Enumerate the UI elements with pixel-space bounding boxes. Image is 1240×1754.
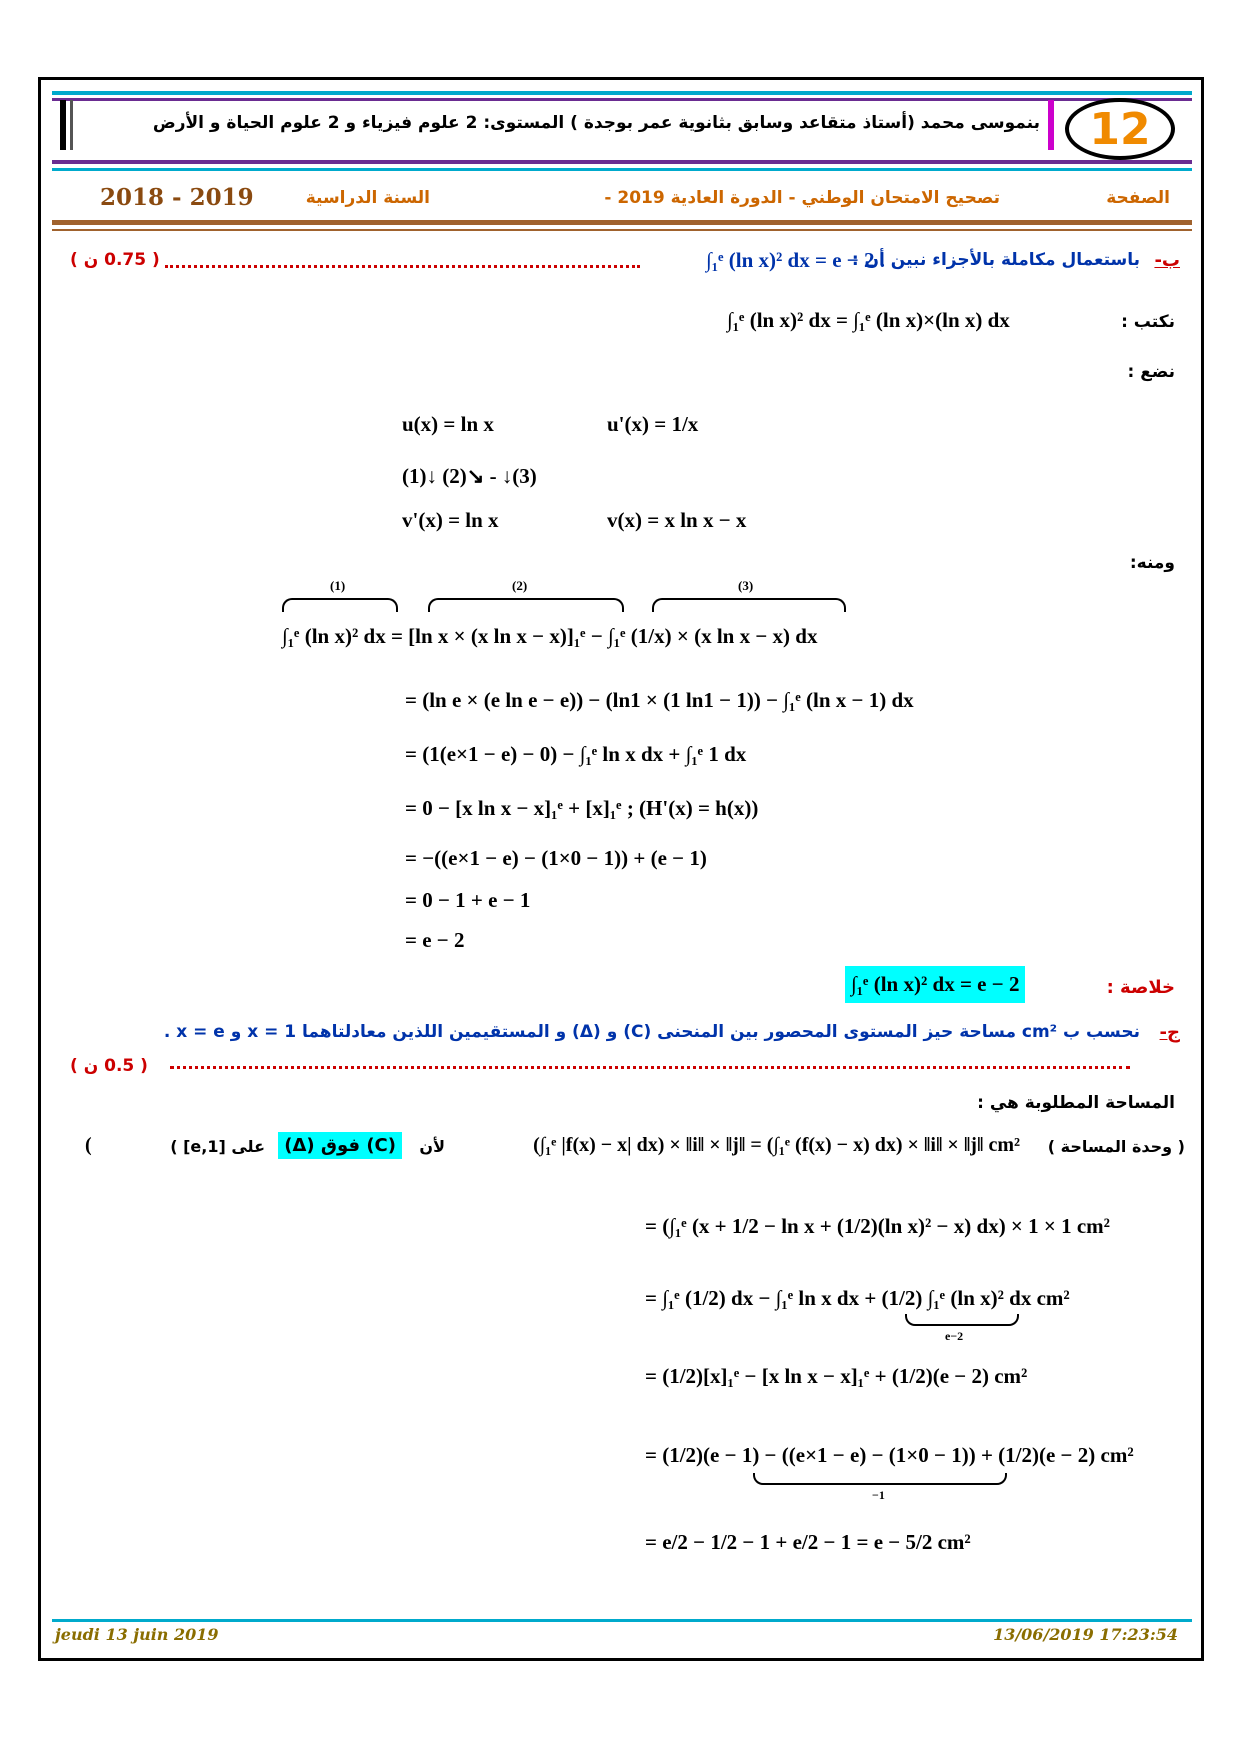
v-prime-definition: v'(x) = ln x	[402, 508, 499, 532]
part-b-step-4: = 0 − [x ln x − x]₁ᵉ + [x]₁ᵉ ; (H'(x) = h(x))	[405, 796, 759, 820]
underbrace-m1-label: −1	[872, 1488, 885, 1502]
conclusion-box: ∫₁ᵉ (ln x)² dx = e − 2	[845, 966, 1025, 1003]
overbrace-2	[428, 598, 624, 612]
header-side-bar	[1048, 100, 1054, 150]
header-side-bar-left	[60, 100, 66, 150]
area-unit-note: ( وحدة المساحة )	[1047, 1137, 1185, 1156]
underbrace-m1	[753, 1473, 1007, 1485]
part-c-question-row	[60, 1022, 1180, 1054]
nakteb-label: نكتب :	[1121, 312, 1175, 332]
part-b-question-formula: ∫₁ᵉ (ln x)² dx = e − 2 .	[706, 248, 885, 272]
header-bottom-rule	[52, 220, 1192, 225]
underbrace-e2	[905, 1314, 1019, 1326]
header-top-rule	[52, 91, 1192, 95]
part-b-step-3: = (1(e×1 − e) − 0) − ∫₁ᵉ ln x dx + ∫₁ᵉ 1 dx	[405, 742, 747, 766]
part-c-step-3: = (1/2)[x]₁ᵉ − [x ln x − x]₁ᵉ + (1/2)(e − 2) cm²	[645, 1364, 1028, 1388]
ibp-arrows: (1)↓ (2)↘ - ↓(3)	[402, 464, 537, 488]
part-b-step-2: = (ln e × (e ln e − e)) − (ln1 × (1 ln1 − 1)) − ∫₁ᵉ (ln x − 1) dx	[405, 688, 914, 712]
overbrace-label-2: (2)	[512, 578, 528, 593]
part-c-marker: ج-	[1159, 1022, 1180, 1043]
nakteb-formula: ∫₁ᵉ (ln x)² dx = ∫₁ᵉ (ln x)×(ln x) dx	[727, 308, 1010, 332]
part-b-question: باستعمال مكاملة بالأجزاء نبين أن :	[851, 250, 1140, 270]
part-c-step-4: = (1/2)(e − 1) − ((e×1 − e) − (1×0 − 1)) + (1/2)(e − 2) cm²	[645, 1443, 1134, 1467]
area-reason: لأن	[419, 1137, 445, 1156]
underbrace-e2-label: e−2	[945, 1329, 964, 1343]
part-c-question: نحسب ب cm² مساحة حيز المستوى المحصور بين المنحنى (C) و (Δ) و المستقيمين اللذين معادلتاهما x = 1 و x = e .	[163, 1022, 1140, 1042]
overbrace-3	[652, 598, 846, 612]
page-number: 12	[1089, 103, 1151, 155]
overbrace-label-1: (1)	[330, 578, 346, 593]
school-year-label: السنة الدراسية	[305, 188, 430, 208]
u-prime-definition: u'(x) = 1/x	[607, 412, 699, 436]
area-highlight: (C) فوق (Δ)	[278, 1132, 402, 1159]
wa-minhu-label: ومنه:	[1129, 553, 1175, 573]
header-mid-rule-2	[52, 168, 1192, 171]
footer-date-right: 13/06/2019 17:23:54	[993, 1625, 1178, 1644]
page-number-badge	[1065, 98, 1175, 160]
header-top-rule-2	[52, 98, 1192, 101]
header-mid-rule	[52, 160, 1192, 164]
area-line-1	[85, 1134, 1185, 1168]
dotted-leader	[165, 265, 640, 268]
footer-rule	[52, 1619, 1192, 1622]
part-b-points: ( 0.75 ن )	[70, 250, 160, 270]
header-bottom-rule-2	[52, 229, 1192, 231]
conclusion-label: خلاصة :	[1106, 977, 1175, 998]
school-year: 2018 - 2019	[100, 184, 254, 211]
part-b-marker: ب-	[1154, 250, 1180, 271]
overbrace-1	[282, 598, 398, 612]
dotted-leader-c	[170, 1066, 1130, 1069]
part-c-step-5: = e/2 − 1/2 − 1 + e/2 − 1 = e − 5/2 cm²	[645, 1530, 971, 1554]
part-b-step-6: = 0 − 1 + e − 1	[405, 888, 531, 912]
overbrace-label-3: (3)	[738, 578, 754, 593]
header-side-bar-left-2	[70, 100, 73, 150]
exam-title: تصحيح الامتحان الوطني - الدورة العادية 2019 -	[604, 188, 1000, 208]
part-c-step-1: = (∫₁ᵉ (x + 1/2 − ln x + (1/2)(ln x)² − x) dx) × 1 × 1 cm²	[645, 1214, 1110, 1238]
area-interval: على [1,e] )	[170, 1137, 265, 1156]
area-line-1-math: (∫₁ᵉ |f(x) − x| dx) × ‖i‖ × ‖j‖ = (∫₁ᵉ (f(x) − x) dx) × ‖i‖ × ‖j‖ cm²	[533, 1134, 1020, 1156]
part-b-question-row	[60, 250, 1180, 282]
part-b-step-5: = −((e×1 − e) − (1×0 − 1)) + (e − 1)	[405, 846, 707, 870]
area-open-paren: (	[85, 1134, 92, 1156]
footer-date-left: jeudi 13 juin 2019	[55, 1625, 219, 1644]
part-c-points: ( 0.5 ن )	[70, 1056, 148, 1076]
area-label: المساحة المطلوبة هي :	[977, 1093, 1175, 1113]
part-b-step-7: = e − 2	[405, 928, 465, 952]
nada-label: نضع :	[1127, 362, 1175, 382]
u-definition: u(x) = ln x	[402, 412, 494, 436]
part-b-step-1: ∫₁ᵉ (ln x)² dx = [ln x × (x ln x − x)]₁ᵉ − ∫₁ᵉ (1/x) × (x ln x − x) dx	[282, 624, 818, 648]
page-label: الصفحة	[1106, 188, 1170, 208]
v-definition: v(x) = x ln x − x	[607, 508, 747, 532]
part-c-step-2: = ∫₁ᵉ (1/2) dx − ∫₁ᵉ ln x dx + (1/2) ∫₁ᵉ (ln x)² dx cm²	[645, 1286, 1070, 1310]
author-line: بنموسى محمد (أستاذ متقاعد وسابق بثانوية عمر بوجدة ) المستوى: 2 علوم فيزياء و 2 علوم الحياة و الأرض	[152, 113, 1040, 133]
